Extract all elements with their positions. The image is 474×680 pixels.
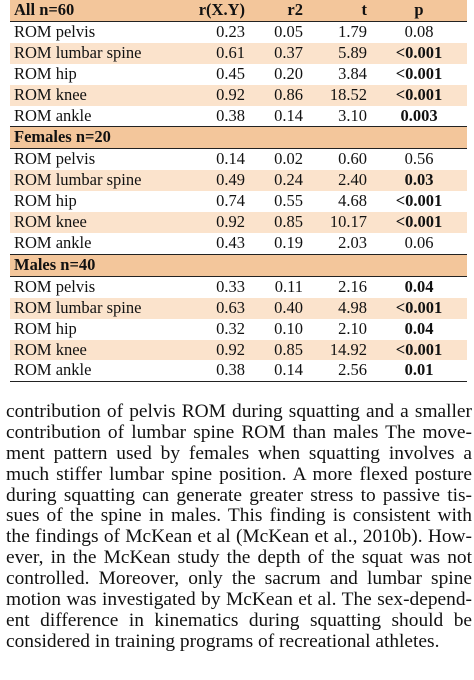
paragraph-line: contribution of pelvis ROM during squatting and a smaller — [6, 401, 472, 422]
cell-p: 0.04 — [371, 276, 467, 297]
cell-t: 14.92 — [307, 340, 371, 361]
row-label: ROM hip — [10, 319, 175, 340]
cell-t: 3.10 — [307, 106, 371, 127]
table-row — [10, 64, 467, 85]
paragraph-line: motion was investigated by McKean et al. The sex-depend- — [6, 589, 472, 611]
cell-r: 0.45 — [175, 64, 249, 85]
cell-r2: 0.05 — [249, 21, 307, 42]
cell-r: 0.63 — [175, 298, 249, 319]
cell-r: 0.38 — [175, 106, 249, 127]
cell-r2: 0.11 — [249, 276, 307, 297]
body-paragraph — [6, 402, 472, 653]
cell-t: 2.10 — [307, 319, 371, 340]
cell-t: 2.40 — [307, 170, 371, 191]
group-label-females: Females n=20 — [10, 127, 467, 149]
cell-r2: 0.40 — [249, 298, 307, 319]
cell-p: <0.001 — [371, 43, 467, 64]
col-header-p: p — [371, 0, 467, 21]
cell-r: 0.92 — [175, 212, 249, 233]
table-body — [10, 0, 467, 382]
cell-r2: 0.24 — [249, 170, 307, 191]
cell-r2: 0.14 — [249, 106, 307, 127]
table-row — [10, 340, 467, 361]
group-label-females-row — [10, 127, 467, 149]
cell-p: 0.03 — [371, 170, 467, 191]
cell-p: 0.01 — [371, 360, 467, 381]
cell-r2: 0.85 — [249, 212, 307, 233]
table-row — [10, 319, 467, 340]
row-label: ROM knee — [10, 212, 175, 233]
cell-r2: 0.85 — [249, 340, 307, 361]
table-row — [10, 360, 467, 381]
table-row — [10, 149, 467, 170]
cell-r2: 0.20 — [249, 64, 307, 85]
row-label: ROM lumbar spine — [10, 298, 175, 319]
cell-p: 0.56 — [371, 149, 467, 170]
paragraph-line: during squatting can generate greater stress to passive tis- — [6, 484, 472, 506]
paragraph-line: contribution of lumbar spine ROM than males The move- — [6, 421, 472, 443]
cell-t: 4.68 — [307, 191, 371, 212]
row-label: ROM lumbar spine — [10, 170, 175, 191]
table-row — [10, 276, 467, 297]
row-label: ROM lumbar spine — [10, 43, 175, 64]
cell-t: 5.89 — [307, 43, 371, 64]
group-label-males-row — [10, 254, 467, 276]
table-row — [10, 170, 467, 191]
row-label: ROM knee — [10, 340, 175, 361]
cell-p: <0.001 — [371, 340, 467, 361]
paragraph-line: ent difference in kinematics during squatting should be — [6, 609, 472, 631]
row-label: ROM pelvis — [10, 149, 175, 170]
paragraph-line: ever, in the McKean study the depth of the squat was not — [6, 547, 472, 569]
row-label: ROM hip — [10, 191, 175, 212]
cell-t: 2.56 — [307, 360, 371, 381]
cell-r: 0.32 — [175, 319, 249, 340]
cell-r: 0.33 — [175, 276, 249, 297]
cell-t: 0.60 — [307, 149, 371, 170]
paragraph-line: sues of the spine in males. This finding is consistent with — [6, 505, 472, 527]
cell-r: 0.92 — [175, 340, 249, 361]
cell-r2: 0.19 — [249, 233, 307, 254]
table-row — [10, 106, 467, 127]
cell-p: 0.08 — [371, 21, 467, 42]
cell-p: 0.003 — [371, 106, 467, 127]
cell-t: 2.16 — [307, 276, 371, 297]
table-row — [10, 212, 467, 233]
table-row — [10, 233, 467, 254]
paragraph-line: much stiffer lumbar spine position. A more flexed posture — [6, 463, 472, 485]
correlation-table — [10, 0, 467, 382]
cell-r2: 0.10 — [249, 319, 307, 340]
row-label: ROM pelvis — [10, 276, 175, 297]
row-label: ROM ankle — [10, 233, 175, 254]
paragraph-line: the findings of McKean et al (McKean et al., 2010b). How- — [6, 526, 472, 548]
row-label: ROM hip — [10, 64, 175, 85]
table-row — [10, 43, 467, 64]
cell-t: 18.52 — [307, 85, 371, 106]
row-label: ROM pelvis — [10, 21, 175, 42]
table-row — [10, 21, 467, 42]
table-row — [10, 191, 467, 212]
group-label-males: Males n=40 — [10, 254, 467, 276]
table-header-row — [10, 0, 467, 21]
paragraph-line: considered in training programs of recreational athletes. — [6, 630, 440, 652]
cell-t: 1.79 — [307, 21, 371, 42]
col-header-r2: r2 — [249, 0, 307, 21]
cell-p: <0.001 — [371, 191, 467, 212]
cell-r: 0.61 — [175, 43, 249, 64]
cell-t: 4.98 — [307, 298, 371, 319]
group-label-all: All n=60 — [10, 0, 175, 21]
col-header-t: t — [307, 0, 371, 21]
paragraph-line: controlled. Moreover, only the sacrum and lumbar spine — [6, 568, 472, 590]
cell-r: 0.92 — [175, 85, 249, 106]
cell-p: <0.001 — [371, 64, 467, 85]
row-label: ROM ankle — [10, 106, 175, 127]
cell-t: 3.84 — [307, 64, 371, 85]
table-row — [10, 85, 467, 106]
row-label: ROM ankle — [10, 360, 175, 381]
cell-p: <0.001 — [371, 212, 467, 233]
cell-r: 0.38 — [175, 360, 249, 381]
table-row — [10, 298, 467, 319]
cell-r: 0.49 — [175, 170, 249, 191]
cell-p: 0.06 — [371, 233, 467, 254]
cell-t: 2.03 — [307, 233, 371, 254]
cell-r2: 0.37 — [249, 43, 307, 64]
col-header-r: r(X.Y) — [175, 0, 249, 21]
cell-r2: 0.14 — [249, 360, 307, 381]
cell-r2: 0.86 — [249, 85, 307, 106]
cell-p: <0.001 — [371, 85, 467, 106]
cell-r: 0.14 — [175, 149, 249, 170]
cell-p: <0.001 — [371, 298, 467, 319]
row-label: ROM knee — [10, 85, 175, 106]
cell-r: 0.23 — [175, 21, 249, 42]
cell-r: 0.74 — [175, 191, 249, 212]
paragraph-line: ment pattern used by females when squatting involves a — [6, 442, 472, 464]
cell-r: 0.43 — [175, 233, 249, 254]
cell-r2: 0.55 — [249, 191, 307, 212]
cell-t: 10.17 — [307, 212, 371, 233]
cell-r2: 0.02 — [249, 149, 307, 170]
cell-p: 0.04 — [371, 319, 467, 340]
